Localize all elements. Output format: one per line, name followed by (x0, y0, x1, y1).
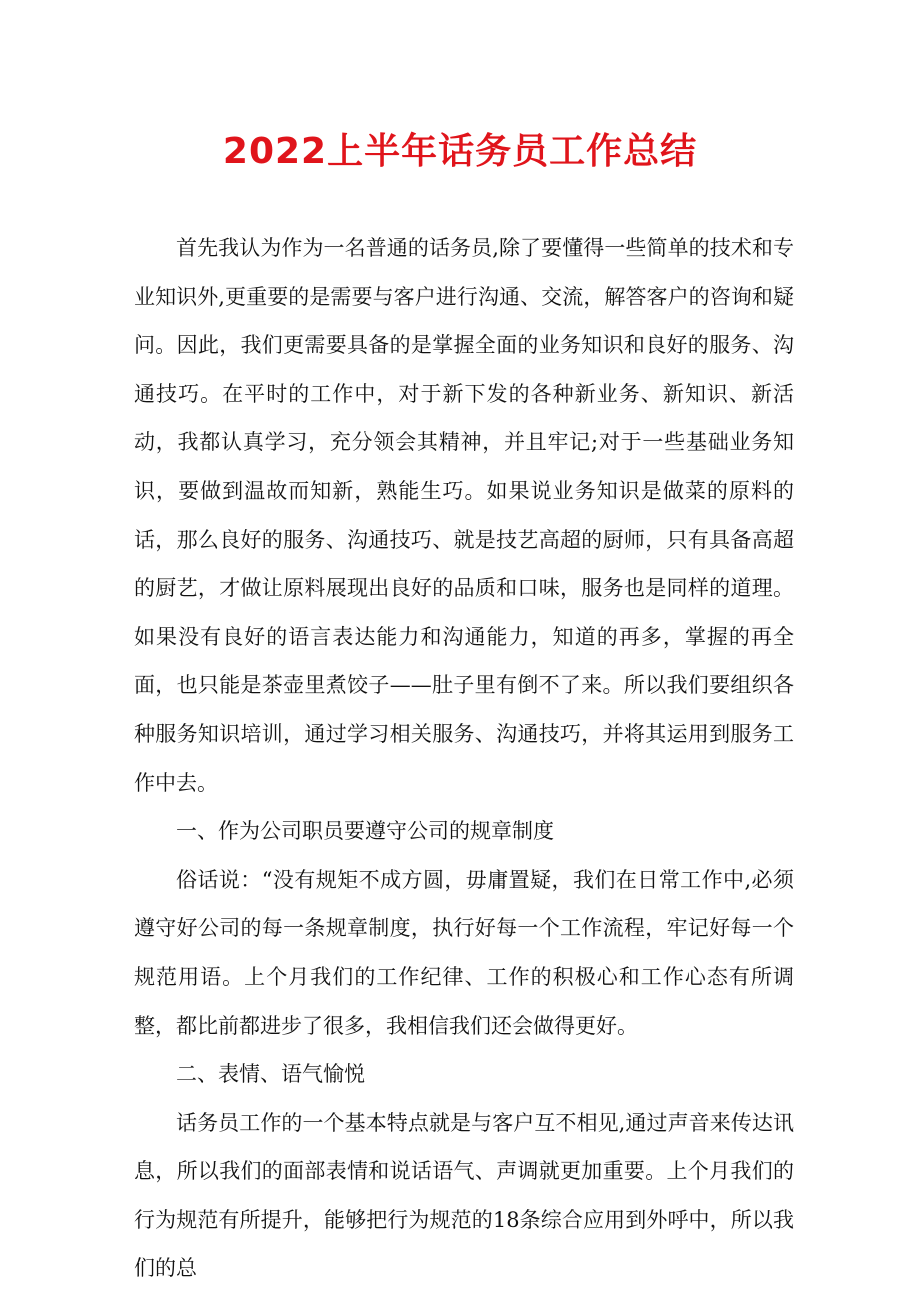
section-heading-rules: 一、作为公司职员要遵守公司的规章制度 (176, 819, 554, 844)
paragraph-expression: 话务员工作的一个基本特点就是与客户互不相见,通过声音来传达讯息，所以我们的面部表情和说话语气、声调就更加重要。上个月我们的行为规范有所提升，能够把行为规范的18条综合应用到外呼中，所以我们的总 (134, 1110, 794, 1281)
document-title: 2022上半年话务员工作总结 (222, 131, 698, 172)
paragraph-intro: 首先我认为作为一名普通的话务员,除了要懂得一些简单的技术和专业知识外,更重要的是需要与客户进行沟通、交流，解答客户的咨询和疑问。因此，我们更需要具备的是掌握全面的业务知识和良好的服务、沟通技巧。在平时的工作中，对于新下发的各种新业务、新知识、新活动，我都认真学习，充分领会其精神，并且牢记;对于一些基础业务知识，要做到温故而知新，熟能生巧。如果说业务知识是做菜的原料的话，那么良好的服务、沟通技巧、就是技艺高超的厨师，只有具备高超的厨艺，才做让原料展现出良好的品质和口味，服务也是同样的道理。如果没有良好的语言表达能力和沟通能力，知道的再多，掌握的再全面，也只能是茶壶里煮饺子——肚子里有倒不了来。所以我们要组织各种服务知识培训，通过学习相关服务、沟通技巧，并将其运用到服务工作中去。 (134, 236, 794, 795)
paragraph-rules: 俗话说：“没有规矩不成方圆，毋庸置疑，我们在日常工作中,必须遵守好公司的每一条规章制度，执行好每一个工作流程，牢记好每一个规范用语。上个月我们的工作纪律、工作的积极心和工作心态有所调整，都比前都进步了很多，我相信我们还会做得更好。 (134, 867, 794, 1038)
section-heading-expression: 二、表情、语气愉悦 (176, 1062, 365, 1087)
document-body (134, 224, 794, 1293)
